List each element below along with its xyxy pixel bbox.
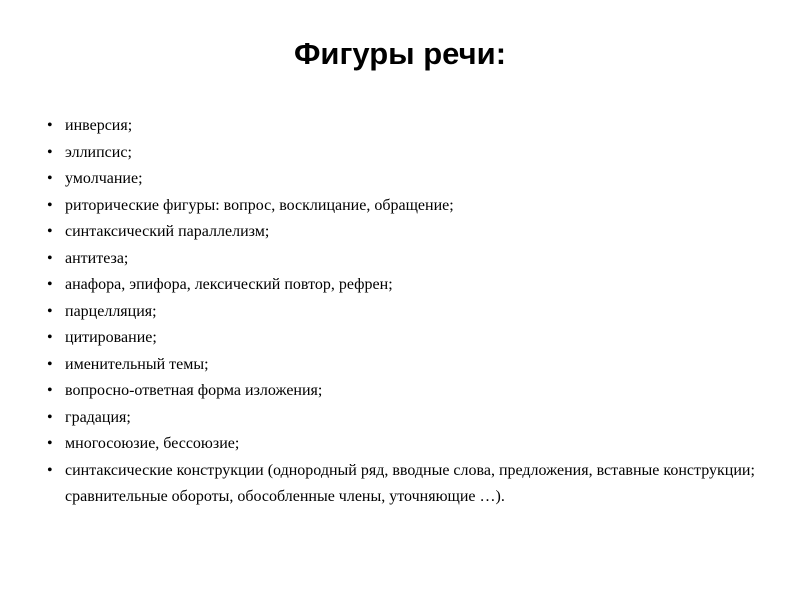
bullet-item: • многосоюзие, бессоюзие; <box>47 431 767 458</box>
bullet-item: • анафора, эпифора, лексический повтор, рефрен; <box>47 272 767 299</box>
bullet-item: • синтаксические конструкции (однородный ряд, вводные слова, предложения, вставные конструкции; сравнительные обороты, обособленные члены, уточняющие …). <box>47 458 767 510</box>
bullet-item: • риторические фигуры: вопрос, восклицание, обращение; <box>47 193 767 220</box>
bullet-item: • градация; <box>47 405 767 432</box>
bullet-item: • эллипсис; <box>47 140 767 167</box>
bullet-item: • синтаксический параллелизм; <box>47 219 767 246</box>
bullet-item: • инверсия; <box>47 113 767 140</box>
bullet-item: • вопросно-ответная форма изложения; <box>47 378 767 405</box>
bullet-item: • парцелляция; <box>47 299 767 326</box>
slide-title: Фигуры речи: <box>293 36 507 71</box>
bullet-item: • именительный темы; <box>47 352 767 379</box>
bullet-item: • антитеза; <box>47 246 767 273</box>
bullet-item: • умолчание; <box>47 166 767 193</box>
bullet-item: • цитирование; <box>47 325 767 352</box>
bullet-list <box>47 113 767 510</box>
